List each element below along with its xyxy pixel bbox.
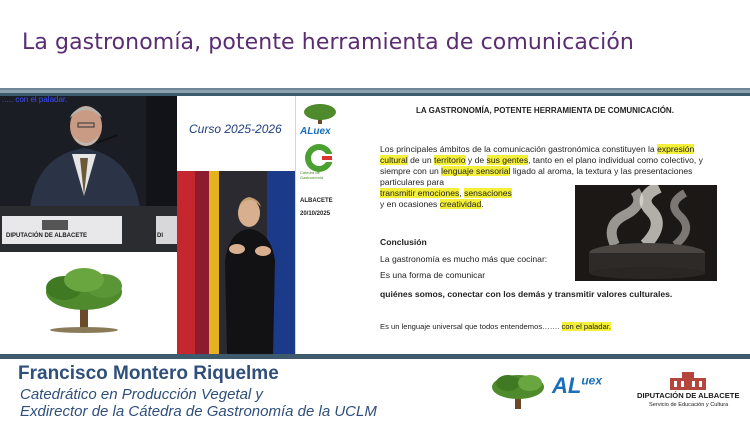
speaker-video: [0, 96, 177, 252]
highlight-text: lenguaje sensorial: [441, 166, 511, 176]
title-bar: [0, 0, 750, 88]
paragraph-text: .: [481, 199, 484, 209]
aluex-logo-small: ALuex: [300, 126, 331, 137]
lectern-sign-edge: [156, 216, 177, 244]
conclusion-heading: Conclusión: [380, 237, 427, 247]
tree-logo-footer-icon: [488, 369, 548, 413]
lower-third: [0, 356, 750, 422]
aluex-logo: [552, 373, 602, 399]
highlight-text: sensaciones: [464, 188, 512, 198]
conclusion-line-3: quiénes somos, conectar con los demás y transmitir valores culturales.: [380, 289, 673, 299]
course-panel: [177, 96, 295, 171]
paragraph-text: ,: [459, 188, 465, 198]
steaming-pot-image: [575, 185, 717, 281]
lectern-sign: [2, 216, 122, 244]
tree-logo-icon: [0, 252, 177, 354]
steam-icon: [575, 185, 717, 281]
diputacion-building-icon: [668, 372, 708, 390]
speaker-role-line-2: Exdirector de la Cátedra de Gastronomía de la UCLM: [20, 403, 377, 420]
conclusion-line-1: La gastronomía es mucho más que cocinar:: [380, 254, 548, 264]
highlight-text: territorio: [433, 155, 466, 165]
footer-text: Es un lenguaje universal que todos entendemos…….: [380, 322, 562, 331]
interpreter-figure: [177, 171, 295, 354]
footer-highlight: con el paladar.: [561, 322, 611, 331]
speaker-ticker: ..... con el paladar.: [2, 96, 68, 104]
presentation-slide: [295, 96, 750, 354]
aluex-logo-text: AL: [552, 373, 582, 398]
course-label: Curso 2025-2026: [189, 122, 282, 136]
paragraph-text: y en ocasiones: [380, 199, 440, 209]
conclusion-line-2: Es una forma de comunicar: [380, 270, 486, 280]
paragraph-text: y de: [465, 155, 487, 165]
diputacion-crest-icon: [42, 220, 68, 230]
catedra-label: Cátedra de Gastronomía: [300, 170, 324, 180]
interpreter-video: [177, 171, 295, 354]
lectern-sign-edge-text: DI: [157, 233, 163, 239]
paragraph-text: , tanto en el plano individual como colectivo, y siempre con un: [380, 155, 703, 176]
slide-city: ALBACETE: [300, 198, 333, 204]
speaker-role-line-1: Catedrático en Producción Vegetal y: [20, 386, 263, 403]
paragraph-text: de un: [407, 155, 434, 165]
highlight-text: sus gentes: [486, 155, 529, 165]
paragraph-text: ligado al aroma, la textura y las presentaciones particulares para: [380, 166, 693, 187]
highlight-text: creatividad: [439, 199, 482, 209]
lectern-sign-text: DIPUTACIÓN DE ALBACETE: [6, 233, 87, 239]
diputacion-name: DIPUTACIÓN DE ALBACETE: [637, 391, 740, 400]
tree-logo-panel: [0, 252, 177, 354]
slide-sidebar: [296, 96, 344, 354]
page-title: La gastronomía, potente herramienta de comunicación: [22, 30, 634, 55]
highlight-text: expresión cultural: [380, 144, 695, 165]
diputacion-subtitle: Servicio de Educación y Cultura: [649, 402, 729, 408]
stage-stripe-accent: [0, 90, 750, 93]
paragraph-text: Los principales ámbitos de la comunicación gastronómica constituyen la: [380, 144, 655, 154]
highlight-text: transmitir emociones: [380, 188, 460, 198]
slide-date: 20/10/2025: [300, 211, 331, 217]
slide-footer-line: [380, 322, 611, 331]
aluex-logo-sup: uex: [581, 373, 603, 388]
speaker-name: Francisco Montero Riquelme: [18, 363, 279, 384]
tree-logo-small-icon: [300, 102, 340, 126]
slide-title: LA GASTRONOMÍA, POTENTE HERRAMIENTA DE COMUNICACIÓN.: [416, 106, 674, 115]
